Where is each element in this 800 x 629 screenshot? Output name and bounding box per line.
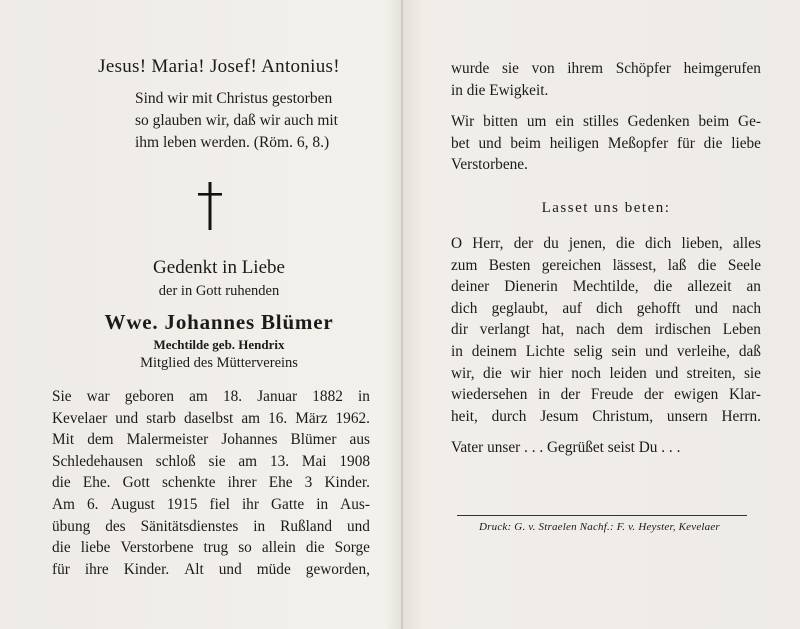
word: Besten — [488, 256, 531, 274]
left-panel — [52, 56, 370, 580]
word: hier — [539, 364, 563, 382]
word: August — [110, 495, 155, 513]
word: selig — [573, 342, 603, 360]
word: 13. — [269, 452, 290, 470]
word: des — [105, 517, 126, 535]
word: für — [677, 134, 695, 152]
prayer-line — [451, 363, 761, 385]
word: noch — [571, 364, 602, 382]
word: in — [358, 388, 370, 405]
word: dem — [616, 321, 644, 339]
word: O — [451, 234, 463, 252]
word: heiligen — [549, 134, 600, 152]
word: in — [316, 495, 329, 513]
word: wir, — [451, 364, 475, 382]
word: aus — [349, 431, 370, 449]
biography — [52, 386, 370, 580]
word: stilles — [582, 113, 619, 131]
word: der — [513, 234, 534, 252]
word: Kinder. — [324, 474, 370, 492]
word: zum — [451, 256, 478, 274]
word: müde — [256, 560, 291, 578]
word: trug — [203, 539, 229, 557]
word: Alt — [184, 560, 204, 578]
prayer-line — [451, 276, 761, 298]
word: 6. — [87, 495, 99, 513]
word: allezeit — [687, 278, 732, 296]
word: hat, — [541, 321, 565, 339]
word: gereichen — [541, 256, 602, 274]
word: am — [241, 409, 261, 427]
word: geworden, — [305, 560, 370, 578]
text-line: Verstorbene. — [451, 156, 528, 174]
prayer-title: Lasset uns beten: — [541, 199, 671, 216]
word: Ge- — [738, 113, 761, 131]
prayer-line — [451, 384, 761, 406]
word: und — [655, 364, 679, 382]
word: schenkte — [161, 474, 216, 492]
word: Mai — [301, 452, 327, 470]
word: die — [653, 278, 673, 296]
remember-heading: Gedenkt in Liebe — [153, 257, 285, 278]
word: wiedersehen — [451, 386, 528, 404]
word: Herr, — [472, 234, 504, 252]
bio-line — [52, 408, 370, 430]
word: Freude — [590, 386, 634, 404]
word: ein — [555, 113, 575, 131]
word: und — [115, 409, 139, 427]
word: Gatte — [271, 495, 305, 513]
word: die — [52, 474, 71, 492]
word: Klar- — [728, 386, 761, 404]
word: Gott — [122, 474, 150, 492]
divider-rule — [457, 515, 747, 516]
word: in — [253, 517, 266, 535]
calling-paragraph — [451, 58, 761, 101]
word: Seele — [727, 256, 761, 274]
word: Ehe — [268, 474, 293, 492]
word: Meßopfer — [607, 134, 669, 152]
word: durch — [491, 407, 527, 425]
word: allein — [261, 539, 296, 557]
resting-line: der in Gott ruhenden — [158, 283, 280, 299]
word: in — [451, 342, 463, 360]
word: daselbst — [184, 409, 234, 427]
word: Rußland — [280, 517, 333, 535]
word: und — [478, 134, 502, 152]
bio-line — [52, 516, 370, 538]
bio-line — [52, 386, 370, 408]
word: März — [295, 409, 328, 427]
text-line: in die Ewigkeit. — [451, 81, 549, 99]
word: wir — [510, 364, 531, 382]
word: Schöpfer — [615, 60, 671, 77]
word: von — [531, 60, 555, 77]
word: 3 — [304, 474, 313, 492]
word: dich — [451, 299, 478, 317]
prayer-text — [451, 233, 761, 427]
word: dich — [644, 234, 672, 252]
word: um — [526, 113, 547, 131]
word: Blümer — [290, 431, 337, 449]
word: dem — [87, 431, 114, 449]
word: war — [86, 388, 110, 405]
word: Januar — [257, 388, 298, 405]
word: der — [560, 386, 581, 404]
word: 1908 — [339, 452, 370, 470]
word: leiden — [609, 364, 647, 382]
prayer-line — [451, 233, 761, 255]
closing-prayers: Vater unser . . . Gegrüßet seist Du . . . — [451, 439, 681, 457]
deceased-name: Wwe. Johannes Blümer — [104, 310, 334, 334]
word: alles — [732, 234, 761, 252]
verse-line: so glauben wir, daß wir auch mit — [135, 112, 338, 129]
word: Lichte — [525, 342, 565, 360]
word: Sänitätsdienstes — [140, 517, 239, 535]
word: laß — [667, 256, 687, 274]
latin-cross-icon — [195, 182, 225, 230]
word: Johannes — [221, 431, 278, 449]
word: ihrer — [227, 474, 257, 492]
word: heit, — [451, 407, 478, 425]
right-panel — [451, 58, 761, 533]
word: die — [697, 256, 717, 274]
prayer-line — [451, 406, 761, 428]
word: verleihe, — [676, 342, 730, 360]
word: die — [483, 364, 502, 382]
word: und — [645, 342, 668, 360]
word: fiel — [209, 495, 230, 513]
word: die — [703, 134, 723, 152]
word: am — [189, 388, 208, 405]
word: Kevelaer — [52, 409, 108, 427]
word: Sorge — [334, 539, 370, 557]
bio-line — [52, 559, 370, 581]
word: irdischen — [654, 321, 711, 339]
word: unsern — [666, 407, 708, 425]
word: Wir — [451, 113, 475, 131]
word: deinem — [471, 342, 517, 360]
bio-line — [52, 494, 370, 516]
word: Dienerin — [504, 278, 558, 296]
word: geboren — [124, 388, 175, 405]
word: die — [52, 539, 71, 557]
word: du — [543, 234, 559, 252]
verse-line: ihm leben werden. (Röm. 6, 8.) — [135, 134, 330, 151]
word: nach — [732, 299, 761, 317]
word: sie — [743, 364, 761, 382]
word: jenen, — [568, 234, 606, 252]
word: schloß — [155, 452, 196, 470]
word: 16. — [268, 409, 288, 427]
word: Schledehausen — [52, 452, 143, 470]
word: Herrn. — [721, 407, 761, 425]
word: Mechtilde, — [572, 278, 639, 296]
word: 1882 — [312, 388, 343, 405]
word: 1962. — [335, 409, 370, 427]
word: und — [694, 299, 718, 317]
word: Leben — [722, 321, 761, 339]
bible-verse — [135, 88, 370, 154]
word: sie — [501, 60, 519, 77]
bio-line — [52, 537, 370, 559]
word: streiten, — [686, 364, 736, 382]
birth-name: Mechtilde geb. Hendrix — [153, 337, 285, 352]
word: bet — [451, 134, 470, 152]
word: bitten — [483, 113, 518, 131]
word: lässest, — [612, 256, 657, 274]
word: dich — [596, 299, 623, 317]
word: in — [538, 386, 550, 404]
invocation-heading: Jesus! Maria! Josef! Antonius! — [98, 56, 340, 77]
word: dir — [451, 321, 468, 339]
word: für — [52, 560, 70, 578]
word: ewigen — [674, 386, 719, 404]
request-paragraph — [451, 111, 761, 176]
bio-line — [52, 451, 370, 473]
verse-line: Sind wir mit Christus gestorben — [135, 90, 333, 107]
prayer-line — [451, 341, 761, 363]
word: so — [238, 539, 252, 557]
word: und — [346, 517, 370, 535]
word: an — [746, 278, 761, 296]
text-line — [451, 111, 761, 133]
word: daß — [738, 342, 761, 360]
word: lieben, — [681, 234, 723, 252]
word: auf — [562, 299, 582, 317]
word: Gedenken — [627, 113, 690, 131]
word: wurde — [451, 60, 490, 77]
word: Mit — [52, 431, 75, 449]
word: verlangt — [479, 321, 530, 339]
word: Sie — [52, 388, 72, 405]
word: die — [305, 539, 325, 557]
word: liebe — [731, 134, 761, 152]
prayer-line — [451, 298, 761, 320]
membership: Mitglied des Müttervereins — [140, 355, 298, 371]
word: beim — [510, 134, 541, 152]
text-line — [451, 58, 761, 80]
word: starb — [146, 409, 176, 427]
word: Am — [52, 495, 75, 513]
card-fold — [401, 0, 403, 629]
word: Verstorbene — [120, 539, 194, 557]
printer-imprint: Druck: G. v. Straelen Nachf.: F. v. Heyster, Kevelaer — [479, 521, 720, 534]
word: geglaubt, — [491, 299, 549, 317]
word: sein — [611, 342, 637, 360]
word: liebe — [80, 539, 111, 557]
word: übung — [52, 517, 91, 535]
word: am — [238, 452, 258, 470]
word: deiner — [451, 278, 490, 296]
bio-line — [52, 429, 370, 451]
prayer-line — [451, 319, 761, 341]
word: der — [643, 386, 664, 404]
word: 18. — [222, 388, 243, 405]
word: Aus- — [340, 495, 370, 513]
word: beim — [698, 113, 730, 131]
word: 1915 — [166, 495, 198, 513]
word: Jesum — [540, 407, 579, 425]
word: Ehe. — [82, 474, 111, 492]
word: und — [218, 560, 242, 578]
word: Kinder. — [123, 560, 170, 578]
word: Malermeister — [126, 431, 209, 449]
text-line — [451, 133, 761, 155]
bio-line — [52, 472, 370, 494]
word: die — [616, 234, 635, 252]
word: heimgerufen — [683, 60, 761, 77]
word: sie — [208, 452, 226, 470]
word: ihre — [84, 560, 109, 578]
word: gehofft — [636, 299, 681, 317]
word: ihr — [241, 495, 259, 513]
word: Christum, — [592, 407, 654, 425]
prayer-line — [451, 255, 761, 277]
word: ihrem — [567, 60, 603, 77]
word: nach — [576, 321, 605, 339]
